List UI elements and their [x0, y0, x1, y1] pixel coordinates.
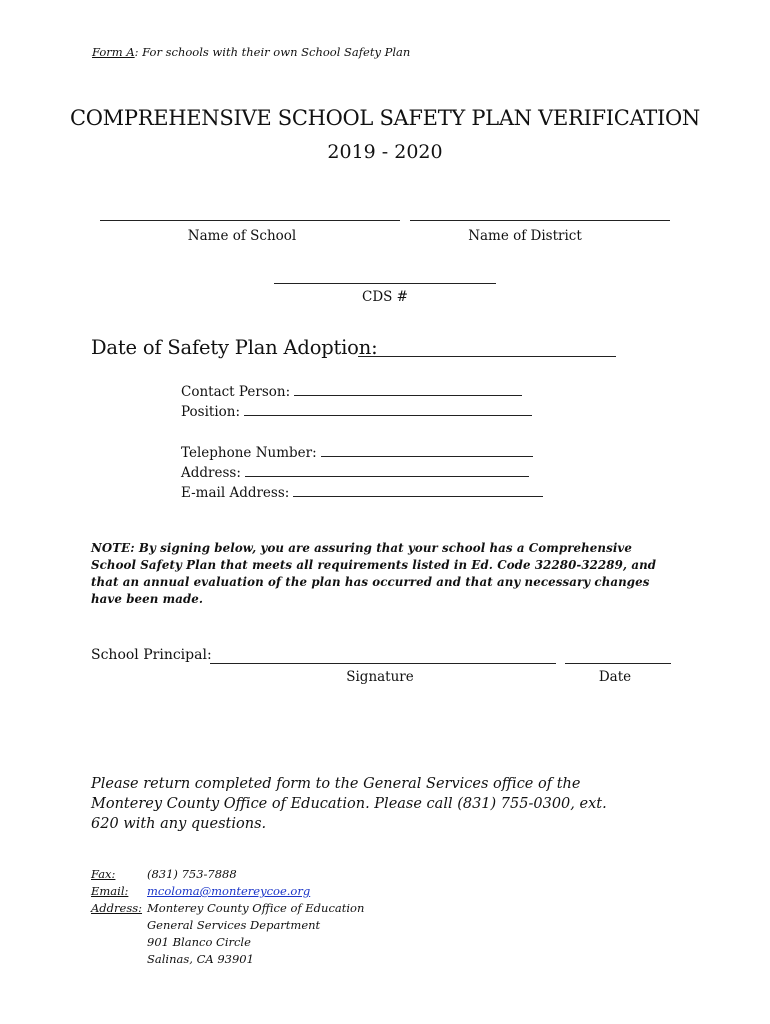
- principal-label: School Principal:: [91, 647, 212, 663]
- address-row: [181, 464, 529, 481]
- fax-label: Fax:: [91, 867, 116, 881]
- position-field[interactable]: [244, 403, 532, 416]
- contact-person-label: Contact Person:: [181, 384, 291, 400]
- cds-number-caption: CDS #: [361, 289, 408, 305]
- position-label: Position:: [181, 404, 241, 420]
- principal-date-line[interactable]: [565, 663, 671, 664]
- address-line-1: Monterey County Office of Education: [147, 901, 365, 915]
- district-name-line[interactable]: [410, 220, 670, 221]
- document-title: COMPREHENSIVE SCHOOL SAFETY PLAN VERIFICATION: [70, 106, 700, 130]
- email-label: E-mail Address:: [181, 485, 290, 501]
- email-row: [181, 484, 543, 501]
- school-name-caption: Name of School: [187, 228, 297, 244]
- address-line-3: 901 Blanco Circle: [147, 935, 251, 949]
- email-link[interactable]: mcoloma@montereycoe.org: [147, 884, 311, 898]
- contact-person-field[interactable]: [294, 383, 522, 396]
- email-label: Email:: [91, 884, 129, 898]
- adoption-date-line[interactable]: [358, 356, 616, 357]
- telephone-label: Telephone Number:: [181, 445, 317, 461]
- adoption-date-row: [91, 336, 377, 359]
- adoption-date-label: Date of Safety Plan Adoption:: [91, 336, 378, 359]
- fax-value: (831) 753-7888: [147, 867, 237, 881]
- contact-person-row: [181, 383, 522, 400]
- address-label-footer: Address:: [91, 901, 143, 915]
- form-label-prefix: Form A: [92, 45, 135, 59]
- cds-number-line[interactable]: [274, 283, 496, 284]
- date-caption: Date: [598, 669, 632, 685]
- document-year: 2019 - 2020: [327, 141, 443, 163]
- address-line-4: Salinas, CA 93901: [147, 952, 254, 966]
- telephone-row: [181, 444, 533, 461]
- school-name-line[interactable]: [100, 220, 400, 221]
- principal-signature-line[interactable]: [210, 663, 556, 664]
- telephone-field[interactable]: [321, 444, 533, 457]
- form-label-suffix: : For schools with their own School Safety Plan: [134, 45, 411, 59]
- signing-note: NOTE: By signing below, you are assuring that your school has a Comprehensive School Safety Plan that meets all requirements listed in Ed. Code 32280-32289, and that an annual evaluation of the plan has occurred and that any necessary changes have been made.: [91, 541, 657, 606]
- address-label: Address:: [181, 465, 241, 481]
- form-label: [92, 45, 410, 59]
- address-field[interactable]: [245, 464, 529, 477]
- position-row: [181, 403, 532, 420]
- address-line-2: General Services Department: [147, 918, 321, 932]
- return-instructions: Please return completed form to the General Services office of the Monterey County Office of Education. Please call (831) 755-0300, ext. 620 with any questions.: [91, 776, 607, 832]
- district-name-caption: Name of District: [468, 228, 582, 244]
- signature-caption: Signature: [346, 669, 414, 685]
- email-field[interactable]: [293, 484, 543, 497]
